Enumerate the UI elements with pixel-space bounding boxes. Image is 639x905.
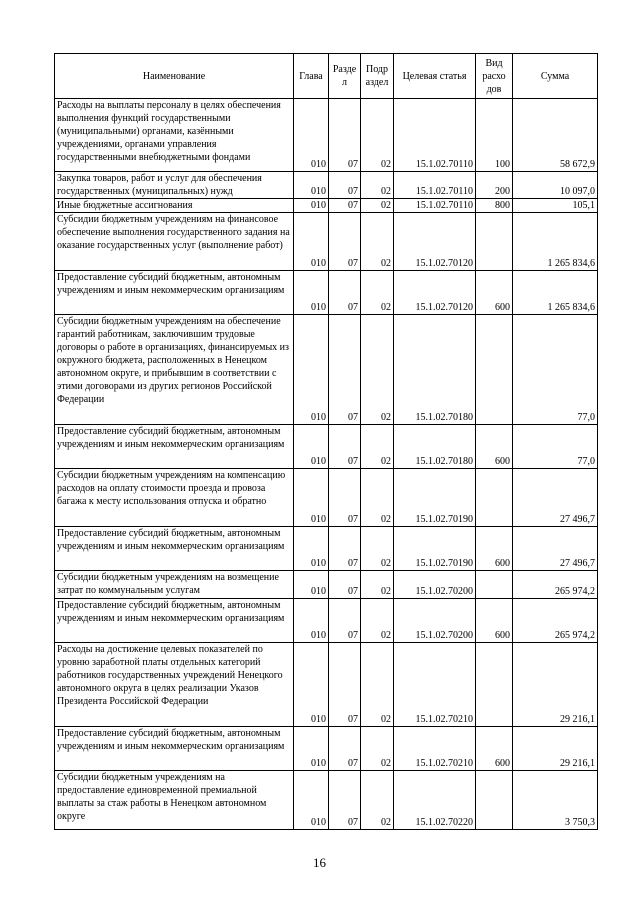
- cell-chapter: 010: [294, 425, 329, 469]
- cell-subsection: 02: [361, 99, 394, 172]
- cell-sum: 77,0: [513, 315, 598, 425]
- cell-section: 07: [329, 727, 361, 771]
- cell-kind: [476, 643, 513, 727]
- cell-subsection: 02: [361, 199, 394, 213]
- cell-kind: [476, 771, 513, 830]
- cell-section: 07: [329, 315, 361, 425]
- cell-target: 15.1.02.70180: [394, 425, 476, 469]
- table-row: [55, 599, 598, 643]
- header-section: Разде л: [329, 54, 361, 99]
- cell-target: 15.1.02.70220: [394, 771, 476, 830]
- table-row: [55, 199, 598, 213]
- cell-chapter: 010: [294, 315, 329, 425]
- cell-kind: 800: [476, 199, 513, 213]
- cell-chapter: 010: [294, 199, 329, 213]
- cell-kind: 600: [476, 527, 513, 571]
- cell-chapter: 010: [294, 469, 329, 527]
- cell-name: Субсидии бюджетным учреждениям на возмещение затрат по коммунальным услугам: [55, 571, 294, 599]
- cell-target: 15.1.02.70190: [394, 527, 476, 571]
- header-kind: Вид расхо дов: [476, 54, 513, 99]
- cell-kind: 600: [476, 599, 513, 643]
- cell-kind: [476, 315, 513, 425]
- table-row: [55, 771, 598, 830]
- cell-target: 15.1.02.70180: [394, 315, 476, 425]
- cell-target: 15.1.02.70200: [394, 599, 476, 643]
- cell-kind: 100: [476, 99, 513, 172]
- cell-target: 15.1.02.70120: [394, 271, 476, 315]
- cell-subsection: 02: [361, 771, 394, 830]
- cell-sum: 1 265 834,6: [513, 213, 598, 271]
- header-sum: Сумма: [513, 54, 598, 99]
- cell-section: 07: [329, 425, 361, 469]
- cell-name: Субсидии бюджетным учреждениям на предоставление единовременной премиальной выплаты за стаж работы в Ненецком автономном округе: [55, 771, 294, 830]
- cell-chapter: 010: [294, 99, 329, 172]
- cell-name: Субсидии бюджетным учреждениям на компенсацию расходов на оплату стоимости проезда и провоза багажа к месту использования отпуска и обратно: [55, 469, 294, 527]
- cell-chapter: 010: [294, 727, 329, 771]
- table-row: [55, 99, 598, 172]
- cell-section: 07: [329, 469, 361, 527]
- cell-name: Субсидии бюджетным учреждениям на финансовое обеспечение выполнения государственного задания на оказание государственных услуг (выполнение работ): [55, 213, 294, 271]
- table-row: [55, 172, 598, 199]
- cell-target: 15.1.02.70200: [394, 571, 476, 599]
- cell-section: 07: [329, 771, 361, 830]
- cell-sum: 27 496,7: [513, 469, 598, 527]
- cell-name: Предоставление субсидий бюджетным, автономным учреждениям и иным некоммерческим организациям: [55, 271, 294, 315]
- cell-subsection: 02: [361, 599, 394, 643]
- header-chapter: Глава: [294, 54, 329, 99]
- table-row: [55, 213, 598, 271]
- cell-section: 07: [329, 213, 361, 271]
- cell-name: Субсидии бюджетным учреждениям на обеспечение гарантий работникам, заключившим трудовые договоры о работе в организациях, финансируемых из окружного бюджета, расположенных в Ненецком автономном округе, и прибывшим в соответствии с этими договорами из других регионов Российской Федерации: [55, 315, 294, 425]
- table-row: [55, 271, 598, 315]
- cell-subsection: 02: [361, 527, 394, 571]
- cell-chapter: 010: [294, 527, 329, 571]
- cell-chapter: 010: [294, 643, 329, 727]
- cell-sum: 105,1: [513, 199, 598, 213]
- cell-kind: [476, 571, 513, 599]
- cell-target: 15.1.02.70110: [394, 99, 476, 172]
- cell-kind: 600: [476, 271, 513, 315]
- cell-sum: 29 216,1: [513, 727, 598, 771]
- cell-name: Предоставление субсидий бюджетным, автономным учреждениям и иным некоммерческим организациям: [55, 599, 294, 643]
- cell-sum: 77,0: [513, 425, 598, 469]
- cell-sum: 3 750,3: [513, 771, 598, 830]
- cell-name: Предоставление субсидий бюджетным, автономным учреждениям и иным некоммерческим организациям: [55, 527, 294, 571]
- cell-subsection: 02: [361, 643, 394, 727]
- page-number: 16: [313, 855, 326, 870]
- header-subsection: Подр аздел: [361, 54, 394, 99]
- cell-name: Закупка товаров, работ и услуг для обеспечения государственных (муниципальных) нужд: [55, 172, 294, 199]
- cell-section: 07: [329, 271, 361, 315]
- cell-chapter: 010: [294, 571, 329, 599]
- cell-sum: 27 496,7: [513, 527, 598, 571]
- cell-chapter: 010: [294, 213, 329, 271]
- cell-section: 07: [329, 99, 361, 172]
- cell-subsection: 02: [361, 469, 394, 527]
- table-row: [55, 727, 598, 771]
- cell-target: 15.1.02.70190: [394, 469, 476, 527]
- cell-sum: 265 974,2: [513, 571, 598, 599]
- header-row: [55, 54, 598, 99]
- cell-section: 07: [329, 527, 361, 571]
- cell-subsection: 02: [361, 315, 394, 425]
- cell-subsection: 02: [361, 172, 394, 199]
- cell-kind: [476, 469, 513, 527]
- cell-kind: [476, 213, 513, 271]
- table-row: [55, 527, 598, 571]
- cell-target: 15.1.02.70120: [394, 213, 476, 271]
- cell-sum: 58 672,9: [513, 99, 598, 172]
- cell-section: 07: [329, 599, 361, 643]
- table-row: [55, 571, 598, 599]
- table-row: [55, 425, 598, 469]
- cell-target: 15.1.02.70110: [394, 199, 476, 213]
- cell-chapter: 010: [294, 172, 329, 199]
- header-name: Наименование: [55, 54, 294, 99]
- header-target: Целевая статья: [394, 54, 476, 99]
- cell-section: 07: [329, 199, 361, 213]
- cell-kind: 600: [476, 425, 513, 469]
- table-row: [55, 315, 598, 425]
- cell-name: Расходы на выплаты персоналу в целях обеспечения выполнения функций государственными (муниципальными) органами, казёнными учреждениями, органами управления государственными внебюджетными фондами: [55, 99, 294, 172]
- cell-name: Предоставление субсидий бюджетным, автономным учреждениям и иным некоммерческим организациям: [55, 425, 294, 469]
- cell-name: Иные бюджетные ассигнования: [55, 199, 294, 213]
- cell-sum: 29 216,1: [513, 643, 598, 727]
- cell-target: 15.1.02.70110: [394, 172, 476, 199]
- cell-chapter: 010: [294, 771, 329, 830]
- cell-subsection: 02: [361, 727, 394, 771]
- cell-section: 07: [329, 172, 361, 199]
- cell-kind: 200: [476, 172, 513, 199]
- cell-subsection: 02: [361, 425, 394, 469]
- cell-subsection: 02: [361, 213, 394, 271]
- cell-name: Расходы на достижение целевых показателей по уровню заработной платы отдельных категорий работников государственных учреждений Ненецкого автономного округа в целях реализации Указов Президента Российской Федерации: [55, 643, 294, 727]
- cell-name: Предоставление субсидий бюджетным, автономным учреждениям и иным некоммерческим организациям: [55, 727, 294, 771]
- cell-chapter: 010: [294, 271, 329, 315]
- cell-sum: 265 974,2: [513, 599, 598, 643]
- cell-sum: 1 265 834,6: [513, 271, 598, 315]
- cell-section: 07: [329, 571, 361, 599]
- cell-subsection: 02: [361, 571, 394, 599]
- cell-kind: 600: [476, 727, 513, 771]
- cell-target: 15.1.02.70210: [394, 643, 476, 727]
- cell-section: 07: [329, 643, 361, 727]
- cell-subsection: 02: [361, 271, 394, 315]
- table-row: [55, 643, 598, 727]
- cell-sum: 10 097,0: [513, 172, 598, 199]
- budget-table: [54, 53, 598, 830]
- cell-target: 15.1.02.70210: [394, 727, 476, 771]
- table-row: [55, 469, 598, 527]
- cell-chapter: 010: [294, 599, 329, 643]
